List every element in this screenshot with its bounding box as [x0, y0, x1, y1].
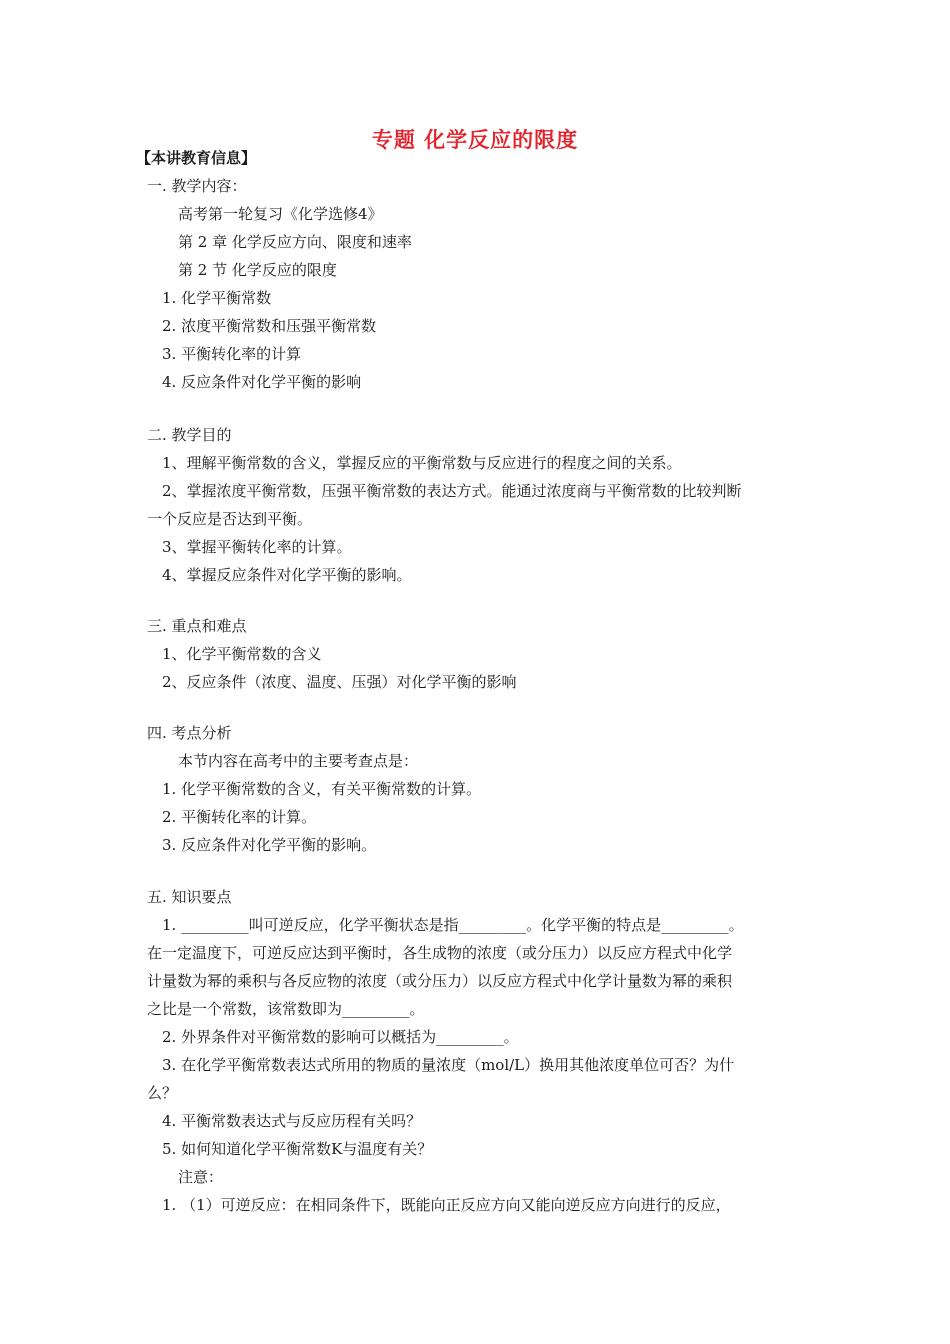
section-5-paragraph: 4. 平衡常数表达式与反应历程有关吗？ — [162, 1112, 422, 1130]
section-1-line-1: 高考第一轮复习《化学选修4》 — [178, 205, 383, 223]
section-5-paragraph-cont: 么？ — [147, 1084, 178, 1102]
section-2-item: 1、理解平衡常数的含义，掌握反应的平衡常数与反应进行的程度之间的关系。 — [162, 454, 682, 472]
section-1-item: 2. 浓度平衡常数和压强平衡常数 — [162, 317, 377, 335]
section-2-item: 4、掌握反应条件对化学平衡的影响。 — [162, 566, 412, 584]
section-1-item: 1. 化学平衡常数 — [162, 289, 272, 307]
section-5-paragraph: 5. 如何知道化学平衡常数K与温度有关？ — [162, 1140, 433, 1158]
section-5-paragraph-cont: 之比是一个常数，该常数即为_________。 — [147, 1000, 425, 1018]
section-1-heading: 一. 教学内容： — [147, 177, 247, 195]
section-5-paragraph-cont: 在一定温度下，可逆反应达到平衡时，各生成物的浓度（或分压力）以反应方程式中化学 — [147, 944, 733, 962]
section-4-item: 1. 化学平衡常数的含义，有关平衡常数的计算。 — [162, 780, 482, 798]
section-2-heading: 二. 教学目的 — [147, 426, 232, 444]
section-3-heading: 三. 重点和难点 — [147, 617, 247, 635]
section-4-item: 2. 平衡转化率的计算。 — [162, 808, 317, 826]
section-5-paragraph: 1. _________叫可逆反应，化学平衡状态是指_________。化学平衡的特点是_________。 — [162, 916, 744, 934]
section-2-item-cont: 一个反应是否达到平衡。 — [147, 510, 313, 528]
section-5-note-label: 注意： — [178, 1168, 224, 1186]
section-5-paragraph: 2. 外界条件对平衡常数的影响可以概括为_________。 — [162, 1028, 519, 1046]
section-2-item: 3、掌握平衡转化率的计算。 — [162, 538, 352, 556]
section-4-item: 3. 反应条件对化学平衡的影响。 — [162, 836, 377, 854]
section-4-intro: 本节内容在高考中的主要考查点是： — [178, 752, 419, 770]
section-5-paragraph-cont: 计量数为幂的乘积与各反应物的浓度（或分压力）以反应方程式中化学计量数为幂的乘积 — [147, 972, 733, 990]
section-1-item: 3. 平衡转化率的计算 — [162, 345, 302, 363]
section-5-heading: 五. 知识要点 — [147, 888, 232, 906]
section-1-item: 4. 反应条件对化学平衡的影响 — [162, 373, 362, 391]
section-4-heading: 四. 考点分析 — [147, 724, 232, 742]
page-title: 专题 化学反应的限度 — [371, 128, 579, 152]
section-5-paragraph: 3. 在化学平衡常数表达式所用的物质的量浓度（mol/L）换用其他浓度单位可否？为什 — [162, 1056, 735, 1074]
section-3-item: 1、化学平衡常数的含义 — [162, 645, 322, 663]
section-2-item: 2、掌握浓度平衡常数，压强平衡常数的表达方式。能通过浓度商与平衡常数的比较判断 — [162, 482, 742, 500]
info-header: 【本讲教育信息】 — [136, 149, 257, 167]
section-1-line-3: 第 2 节 化学反应的限度 — [178, 261, 337, 279]
section-3-item: 2、反应条件（浓度、温度、压强）对化学平衡的影响 — [162, 673, 517, 691]
section-1-line-2: 第 2 章 化学反应方向、限度和速率 — [178, 233, 412, 251]
section-5-note-item: 1. （1）可逆反应：在相同条件下，既能向正反应方向又能向逆反应方向进行的反应， — [162, 1196, 731, 1214]
